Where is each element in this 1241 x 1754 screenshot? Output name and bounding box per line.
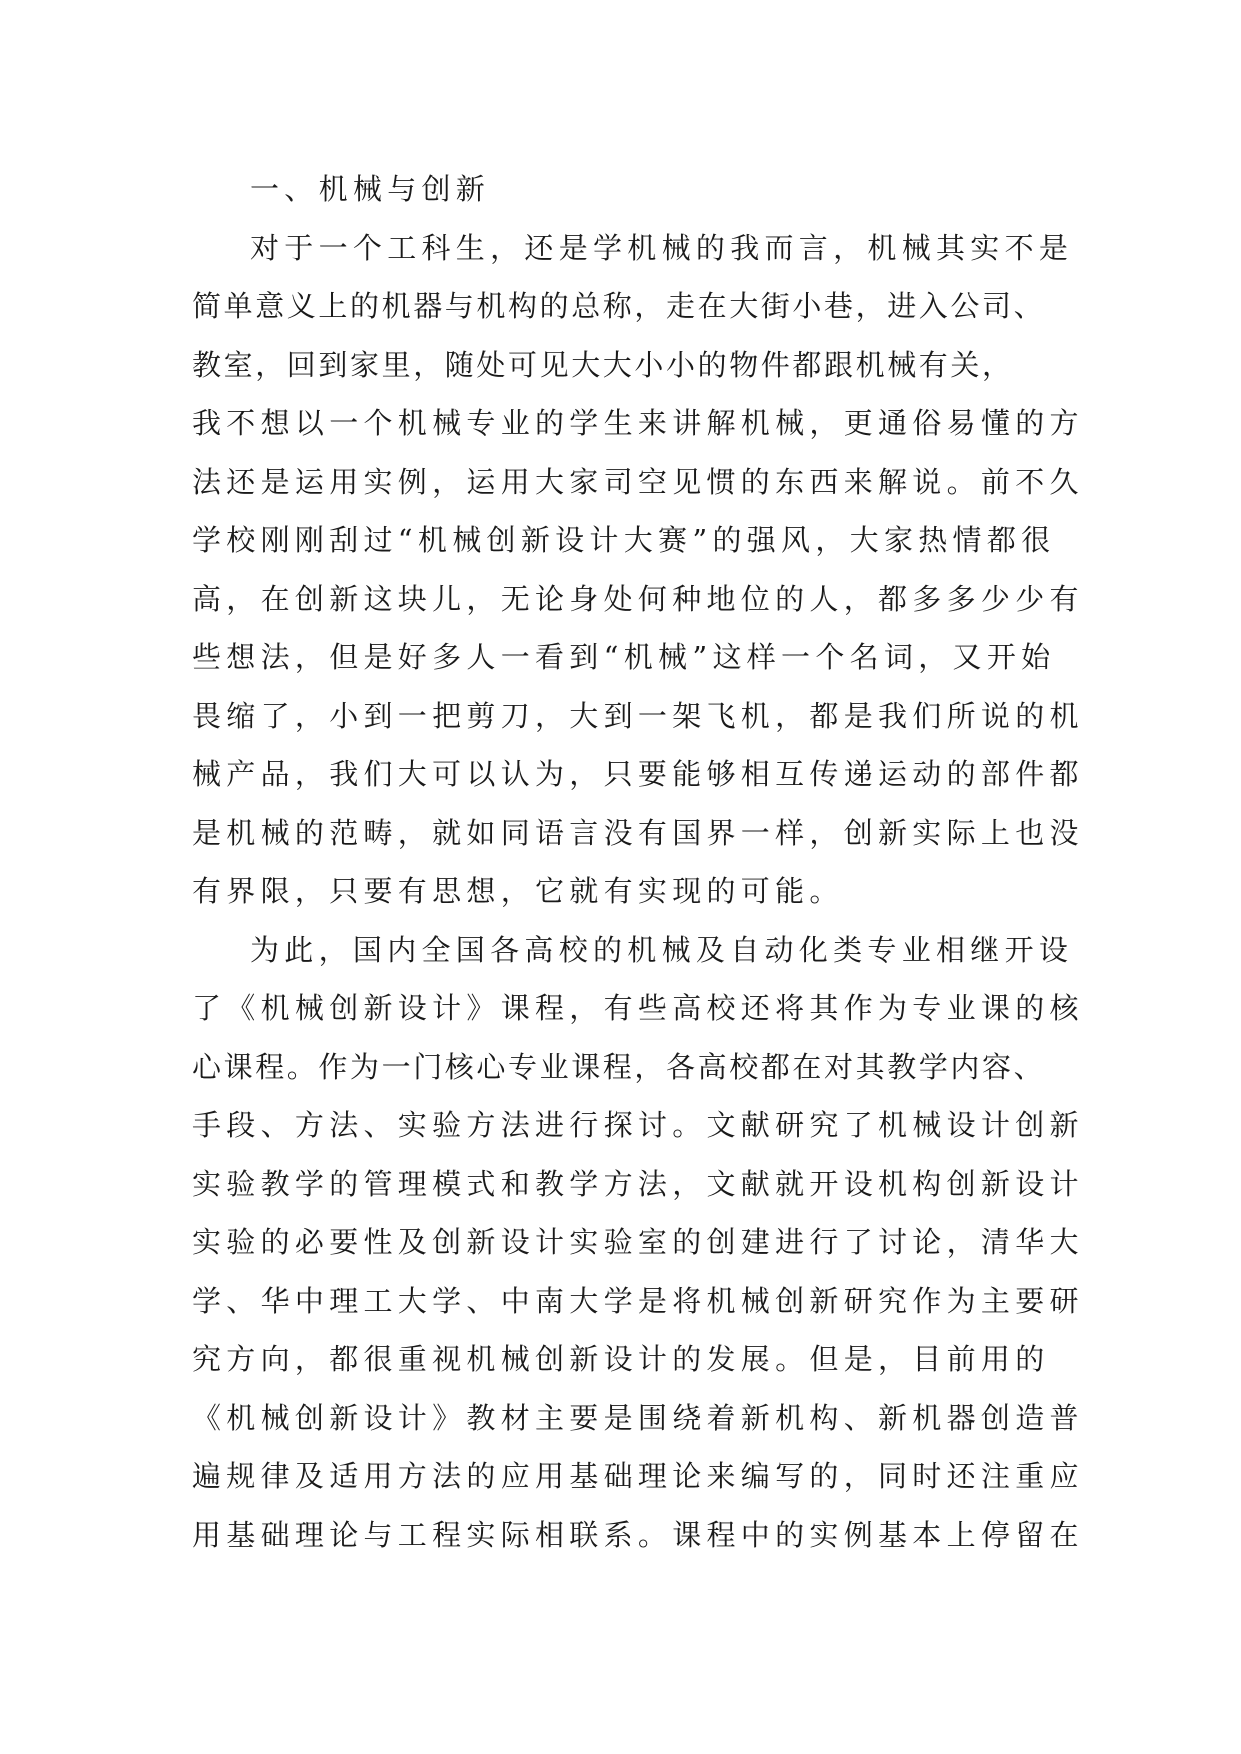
paragraph-line: 简单意义上的机器与机构的总称，走在大街小巷，进入公司、	[192, 289, 1046, 323]
paragraph-line: 学、华中理工大学、中南大学是将机械创新研究作为主要研	[192, 1283, 1084, 1318]
paragraph-line: 对于一个工科生，还是学机械的我而言，机械其实不是	[250, 230, 1074, 265]
paragraph-line: 《机械创新设计》教材主要是围绕着新机构、新机器创造普	[192, 1400, 1084, 1435]
paragraph-line: 实验的必要性及创新设计实验室的创建进行了讨论，清华大	[192, 1225, 1084, 1259]
paragraph-line: 有界限，只要有思想，它就有实现的可能。	[192, 874, 844, 908]
paragraph-line: 学校刚刚刮过“机械创新设计大赛”的强风，大家热情都很	[192, 523, 1056, 557]
document-body	[192, 160, 1084, 1564]
paragraph-line: 手段、方法、实验方法进行探讨。文献研究了机械设计创新	[192, 1108, 1084, 1142]
paragraph-line: 高，在创新这块儿，无论身处何种地位的人，都多多少少有	[192, 581, 1084, 616]
paragraph-line: 畏缩了，小到一把剪刀，大到一架飞机，都是我们所说的机	[192, 698, 1084, 733]
paragraph-line: 心课程。作为一门核心专业课程，各高校都在对其教学内容、	[192, 1049, 1046, 1084]
paragraph-line: 械产品，我们大可以认为，只要能够相互传递运动的部件都	[192, 757, 1084, 791]
paragraph-line: 法还是运用实例，运用大家司空见惯的东西来解说。前不久	[192, 464, 1084, 499]
paragraph-line: 实验教学的管理模式和教学方法，文献就开设机构创新设计	[192, 1166, 1084, 1201]
paragraph-1	[192, 219, 1084, 921]
paragraph-line: 用基础理论与工程实际相联系。课程中的实例基本上停留在	[192, 1517, 1084, 1552]
paragraph-2	[192, 921, 1084, 1565]
section-heading: 一、机械与创新	[250, 172, 491, 206]
paragraph-line: 是机械的范畴，就如同语言没有国界一样，创新实际上也没	[192, 815, 1084, 850]
paragraph-line: 教室，回到家里，随处可见大大小小的物件都跟机械有关，	[192, 347, 1014, 382]
paragraph-line: 了《机械创新设计》课程，有些高校还将其作为专业课的核	[192, 991, 1084, 1025]
paragraph-line: 我不想以一个机械专业的学生来讲解机械，更通俗易懂的方	[192, 406, 1084, 440]
paragraph-line: 些想法，但是好多人一看到“机械”这样一个名词，又开始	[192, 640, 1056, 674]
paragraph-line: 遍规律及适用方法的应用基础理论来编写的，同时还注重应	[192, 1459, 1084, 1493]
paragraph-line: 为此，国内全国各高校的机械及自动化类专业相继开设	[250, 932, 1074, 967]
paragraph-line: 究方向，都很重视机械创新设计的发展。但是，目前用的	[192, 1342, 1050, 1376]
